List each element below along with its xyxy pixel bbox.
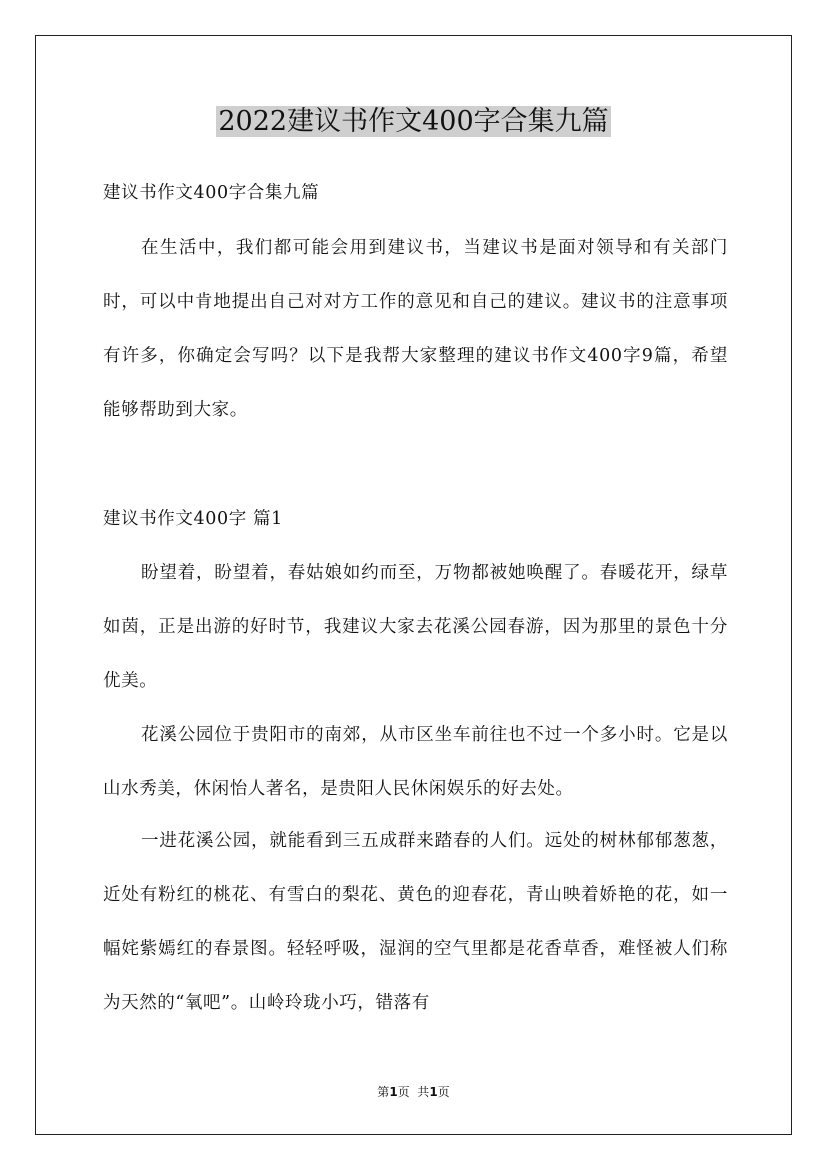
body-paragraph-1: 盼望着，盼望着，春姑娘如约而至，万物都被她唤醒了。春暖花开，绿草如茵，正是出游的好时节，我建议大家去花溪公园春游，因为那里的景色十分优美。 <box>103 563 728 691</box>
footer-page-total: 1 <box>429 1085 438 1099</box>
document-title-text: 2022建议书作文400字合集九篇 <box>218 106 609 137</box>
footer-page-prefix: 第 <box>377 1085 390 1099</box>
footer-page-mid: 页 共 <box>397 1085 430 1099</box>
section-heading: 建议书作文400字 篇1 <box>103 509 283 529</box>
body-paragraph-3: 一进花溪公园，就能看到三五成群来踏春的人们。远处的树林郁郁葱葱，近处有粉红的桃花、有雪白的梨花、黄色的迎春花，青山映着娇艳的花，如一幅姹紫嫣红的春景图。轻轻呼吸，湿润的空气里都是花香草香，难怪被人们称为天然的“氧吧”。山岭玲珑小巧，错落有 <box>103 831 728 1013</box>
footer-page-current: 1 <box>389 1085 398 1099</box>
footer-page-suffix: 页 <box>437 1085 450 1099</box>
document-subtitle: 建议书作文400字合集九篇 <box>103 183 320 203</box>
body-paragraph-2: 花溪公园位于贵阳市的南郊，从市区坐车前往也不过一个多小时。它是以山水秀美，休闲怡人著名，是贵阳人民休闲娱乐的好去处。 <box>103 725 728 799</box>
page-footer <box>0 1083 827 1100</box>
intro-paragraph: 在生活中，我们都可能会用到建议书，当建议书是面对领导和有关部门时，可以中肯地提出自己对对方工作的意见和自己的建议。建议书的注意事项有许多，你确定会写吗？以下是我帮大家整理的建议书作文400字9篇，希望能够帮助到大家。 <box>103 238 728 420</box>
document-title <box>0 102 827 142</box>
